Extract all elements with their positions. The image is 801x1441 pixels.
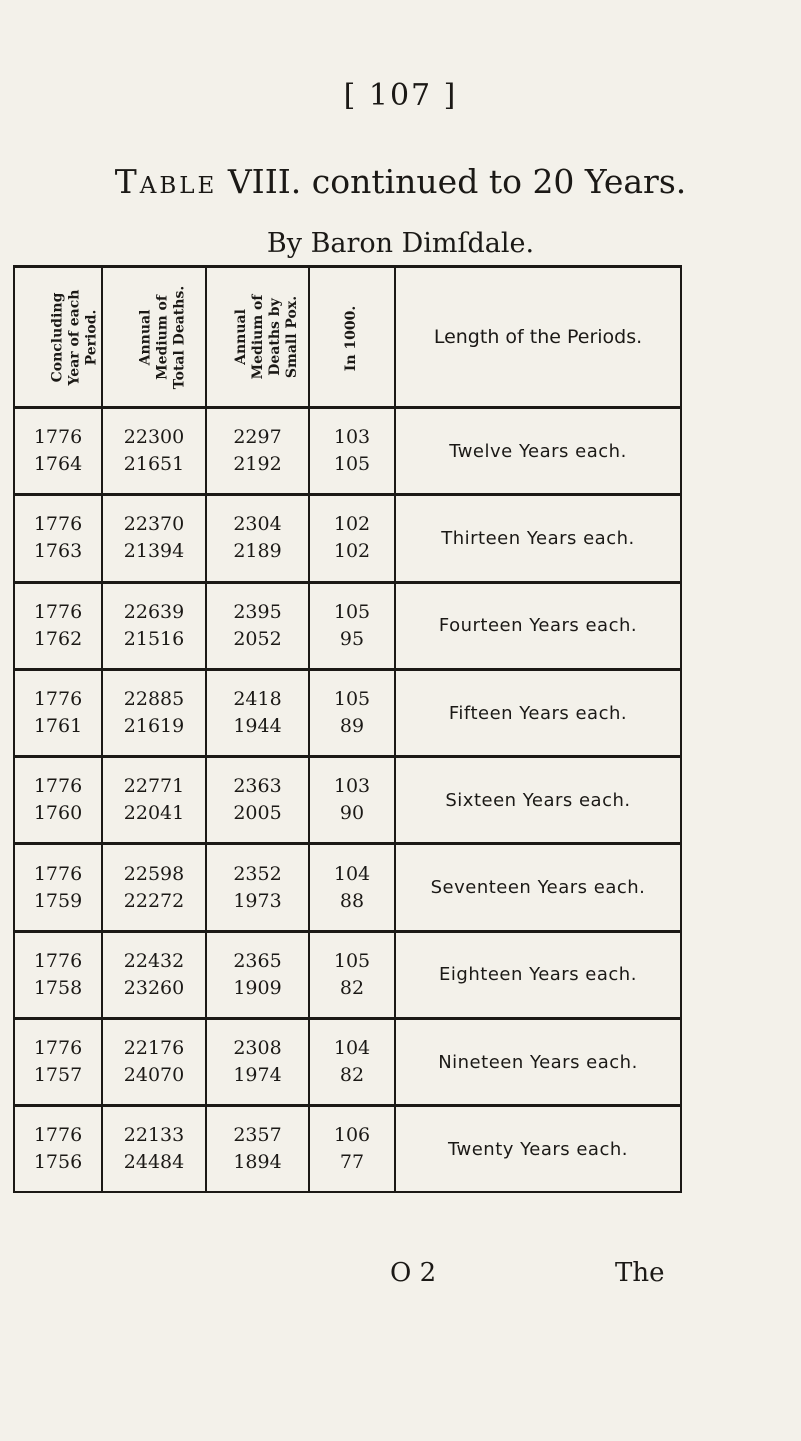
year-cell-value: 1764: [33, 453, 83, 476]
pox-cell-value: 2308: [233, 1037, 282, 1060]
data-table-frame: [13, 265, 682, 1193]
per1000-cell-value: 82: [339, 1064, 365, 1087]
pox-cell: [206, 1019, 309, 1106]
per1000-cell: [309, 1019, 395, 1106]
total-cell-value: 21516: [123, 627, 185, 650]
year-cell: [15, 669, 102, 756]
per1000-cell-value: 89: [339, 715, 365, 738]
page-number: [ 107 ]: [343, 78, 458, 113]
year-cell: [15, 1019, 102, 1106]
length-cell: Fifteen Years each.: [395, 669, 680, 756]
pox-cell: [206, 582, 309, 669]
year-cell-value: 1757: [33, 1064, 83, 1087]
data-table: [15, 268, 680, 1191]
year-cell-value: 1763: [33, 540, 83, 563]
table-row: [15, 844, 680, 931]
per1000-cell: [309, 495, 395, 582]
total-cell-value: 24484: [123, 1151, 185, 1174]
pox-cell-value: 2005: [233, 802, 282, 825]
header-length: Length of the Periods.: [395, 268, 680, 408]
year-cell: [15, 844, 102, 931]
total-cell: [102, 1106, 206, 1191]
pox-cell-value: 2052: [233, 627, 282, 650]
year-cell-value: 1756: [33, 1151, 83, 1174]
length-cell: Nineteen Years each.: [395, 1019, 680, 1106]
table-subtitle: By Baron Dimſdale.: [266, 228, 535, 259]
per1000-cell-value: 103: [333, 426, 371, 449]
table-row: [15, 757, 680, 844]
total-cell: [102, 495, 206, 582]
total-cell-value: 22300: [123, 426, 185, 449]
per1000-cell: [309, 582, 395, 669]
year-cell-value: 1762: [33, 627, 83, 650]
total-cell-value: 22370: [123, 513, 185, 536]
per1000-cell-value: 104: [333, 862, 371, 885]
year-cell-value: 1776: [33, 600, 83, 623]
year-cell: [15, 495, 102, 582]
per1000-cell-value: 77: [339, 1151, 365, 1174]
total-cell-value: 23260: [123, 976, 185, 999]
year-cell-value: 1776: [33, 426, 83, 449]
pox-cell-value: 1894: [233, 1151, 282, 1174]
table-row: [15, 408, 680, 495]
per1000-cell-value: 105: [333, 600, 371, 623]
year-cell: [15, 1106, 102, 1191]
table-row: [15, 1106, 680, 1191]
table-row: [15, 495, 680, 582]
pox-cell-value: 2418: [233, 688, 282, 711]
per1000-cell-value: 105: [333, 949, 371, 972]
pox-cell-value: 2352: [233, 862, 282, 885]
pox-cell-value: 2357: [233, 1124, 282, 1147]
year-cell-value: 1758: [33, 976, 83, 999]
per1000-cell: [309, 669, 395, 756]
title-rest: VIII. continued to 20 Years.: [217, 162, 687, 201]
header-year-text: Concluding Year of each Period.: [49, 289, 100, 385]
year-cell: [15, 582, 102, 669]
pox-cell: [206, 1106, 309, 1191]
total-cell: [102, 582, 206, 669]
pox-cell: [206, 495, 309, 582]
per1000-cell: [309, 408, 395, 495]
header-per1000: [309, 268, 395, 408]
total-cell-value: 22885: [123, 688, 185, 711]
total-cell: [102, 408, 206, 495]
pox-cell-value: 2192: [233, 453, 282, 476]
total-cell: [102, 931, 206, 1018]
per1000-cell-value: 95: [339, 627, 365, 650]
pox-cell: [206, 757, 309, 844]
per1000-cell-value: 104: [333, 1037, 371, 1060]
year-cell-value: 1761: [33, 715, 83, 738]
pox-cell-value: 2365: [233, 949, 282, 972]
pox-cell-value: 2304: [233, 513, 282, 536]
table-title: [0, 162, 801, 201]
year-cell-value: 1759: [33, 889, 83, 912]
per1000-cell-value: 88: [339, 889, 365, 912]
total-cell-value: 22041: [123, 802, 185, 825]
total-cell-value: 22639: [123, 600, 185, 623]
table-row: [15, 1019, 680, 1106]
total-cell-value: 21394: [123, 540, 185, 563]
table-row: [15, 931, 680, 1018]
pox-cell-value: 1909: [233, 976, 282, 999]
title-prefix: Table: [114, 162, 218, 201]
pox-cell-value: 1974: [233, 1064, 282, 1087]
pox-cell-value: 2297: [233, 426, 282, 449]
year-cell-value: 1776: [33, 1124, 83, 1147]
header-pox-text: Annual Medium of Deaths by Small Pox.: [233, 294, 300, 380]
year-cell-value: 1776: [33, 862, 83, 885]
pox-cell-value: 2363: [233, 775, 282, 798]
pox-cell: [206, 669, 309, 756]
per1000-cell-value: 82: [339, 976, 365, 999]
pox-cell-value: 1973: [233, 889, 282, 912]
total-cell: [102, 1019, 206, 1106]
length-cell: Eighteen Years each.: [395, 931, 680, 1018]
length-cell: Twelve Years each.: [395, 408, 680, 495]
total-cell: [102, 757, 206, 844]
pox-cell: [206, 408, 309, 495]
year-cell: [15, 931, 102, 1018]
pox-cell: [206, 931, 309, 1018]
per1000-cell-value: 105: [333, 453, 371, 476]
pox-cell-value: 2189: [233, 540, 282, 563]
per1000-cell: [309, 931, 395, 1018]
header-pox: [206, 268, 309, 408]
year-cell: [15, 757, 102, 844]
length-cell: Fourteen Years each.: [395, 582, 680, 669]
pox-cell-value: 2395: [233, 600, 282, 623]
per1000-cell-value: 102: [333, 513, 371, 536]
year-cell-value: 1776: [33, 688, 83, 711]
total-cell-value: 22272: [123, 889, 185, 912]
year-cell-value: 1776: [33, 1037, 83, 1060]
total-cell-value: 22771: [123, 775, 185, 798]
total-cell: [102, 844, 206, 931]
header-row: [15, 268, 680, 408]
table-row: [15, 582, 680, 669]
total-cell-value: 24070: [123, 1064, 185, 1087]
total-cell-value: 21651: [123, 453, 185, 476]
per1000-cell-value: 102: [333, 540, 371, 563]
header-total: [102, 268, 206, 408]
per1000-cell: [309, 1106, 395, 1191]
total-cell-value: 22133: [123, 1124, 185, 1147]
year-cell-value: 1776: [33, 513, 83, 536]
per1000-cell: [309, 844, 395, 931]
per1000-cell-value: 90: [339, 802, 365, 825]
total-cell-value: 21619: [123, 715, 185, 738]
header-per1000-text: In 1000.: [343, 305, 360, 372]
page-footer: [0, 1258, 801, 1298]
year-cell: [15, 408, 102, 495]
per1000-cell-value: 106: [333, 1124, 371, 1147]
total-cell-value: 22176: [123, 1037, 185, 1060]
header-year: [15, 268, 102, 408]
year-cell-value: 1776: [33, 949, 83, 972]
year-cell-value: 1760: [33, 802, 83, 825]
length-cell: Seventeen Years each.: [395, 844, 680, 931]
per1000-cell-value: 103: [333, 775, 371, 798]
catchword: The: [615, 1258, 665, 1288]
pox-cell-value: 1944: [233, 715, 282, 738]
length-cell: Twenty Years each.: [448, 1138, 628, 1160]
length-cell: Thirteen Years each.: [395, 495, 680, 582]
total-cell: [102, 669, 206, 756]
table-row: [15, 669, 680, 756]
per1000-cell-value: 105: [333, 688, 371, 711]
year-cell-value: 1776: [33, 775, 83, 798]
header-total-text: Annual Medium of Total Deaths.: [137, 285, 188, 389]
per1000-cell: [309, 757, 395, 844]
pox-cell: [206, 844, 309, 931]
length-cell: Sixteen Years each.: [395, 757, 680, 844]
total-cell-value: 22432: [123, 949, 185, 972]
signature-mark: O 2: [390, 1258, 437, 1288]
total-cell-value: 22598: [123, 862, 185, 885]
